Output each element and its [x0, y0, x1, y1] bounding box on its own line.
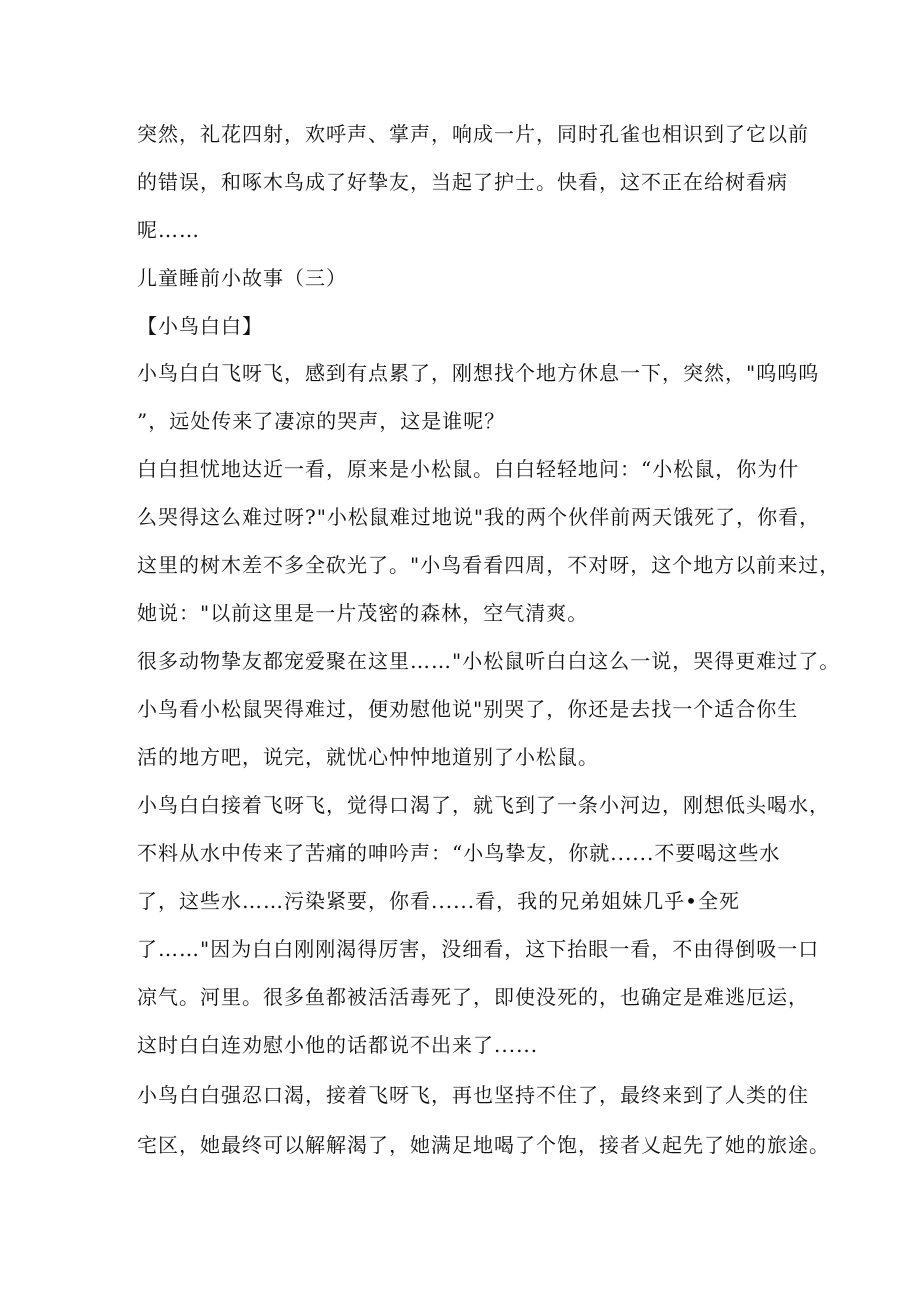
text-line: 凉气。河里。很多鱼都被活活毒死了，即使没死的，也确定是难逃厄运， [137, 985, 809, 1009]
text-line: 呢…… [137, 218, 200, 242]
story-title: 【小鸟白白】 [137, 314, 263, 338]
text-line: 白白担忧地达近一看，原来是小松鼠。白白轻轻地问：“小松鼠，你为什 [137, 457, 800, 481]
text-line: 这里的树木差不多全砍光了。"小鸟看看四周，不对呀，这个地方以前来过， [137, 553, 841, 577]
text-line: 这时白白连劝慰小他的话都说不出来了...... [137, 1033, 539, 1057]
text-line: 突然，礼花四射，欢呼声、掌声，响成一片，同时孔雀也相识到了它以前 [137, 122, 809, 146]
text-line: 小鸟白白飞呀飞，感到有点累了，刚想找个地方休息一下，突然，"呜呜呜 [137, 361, 820, 385]
text-line: 小鸟看小松鼠哭得难过，便劝慰他说"别哭了，你还是去找一个适合你生 [137, 697, 799, 721]
text-line: 不料从水中传来了苦痛的呻吟声：“小鸟挚友，你就......不要喝这些水 [137, 841, 781, 865]
text-line: 宅区，她最终可以解解渴了，她满足地喝了个饱，接者乂起先了她的旅途。 [137, 1133, 830, 1157]
text-line: 了……"因为白白刚刚渴得厉害，没细看，这下抬眼一看，不由得倒吸一口 [137, 937, 820, 961]
text-line: 么哭得这么难过呀?"小松鼠难过地说"我的两个伙伴前两天饿死了，你看， [137, 505, 821, 529]
text-line: 小鸟白白强忍口渴，接着飞呀飞，再也坚持不住了，最终来到了人类的住 [137, 1083, 809, 1107]
section-title: 儿童睡前小故事（三） [137, 266, 347, 290]
text-line: ”，远处传来了凄凉的哭声，这是谁呢？ [137, 409, 506, 433]
text-line: 了，这些水……污染紧要，你看......看，我的兄弟姐妹几乎•全死 [137, 889, 740, 913]
text-line: 小鸟白白接着飞呀飞，觉得口渴了，就飞到了一条小河边，刚想低头喝水， [137, 793, 830, 817]
text-line: 很多动物挚友都宠爱聚在这里……"小松鼠听白白这么一说，哭得更难过了。 [137, 649, 841, 673]
text-line: 的错误，和啄木鸟成了好挚友，当起了护士。快看，这不正在给树看病 [137, 170, 788, 194]
text-line: 活的地方吧，说完，就忧心忡忡地道别了小松鼠。 [137, 745, 599, 769]
text-line: 她说："以前这里是一片茂密的森林，空气清爽。 [137, 601, 589, 625]
